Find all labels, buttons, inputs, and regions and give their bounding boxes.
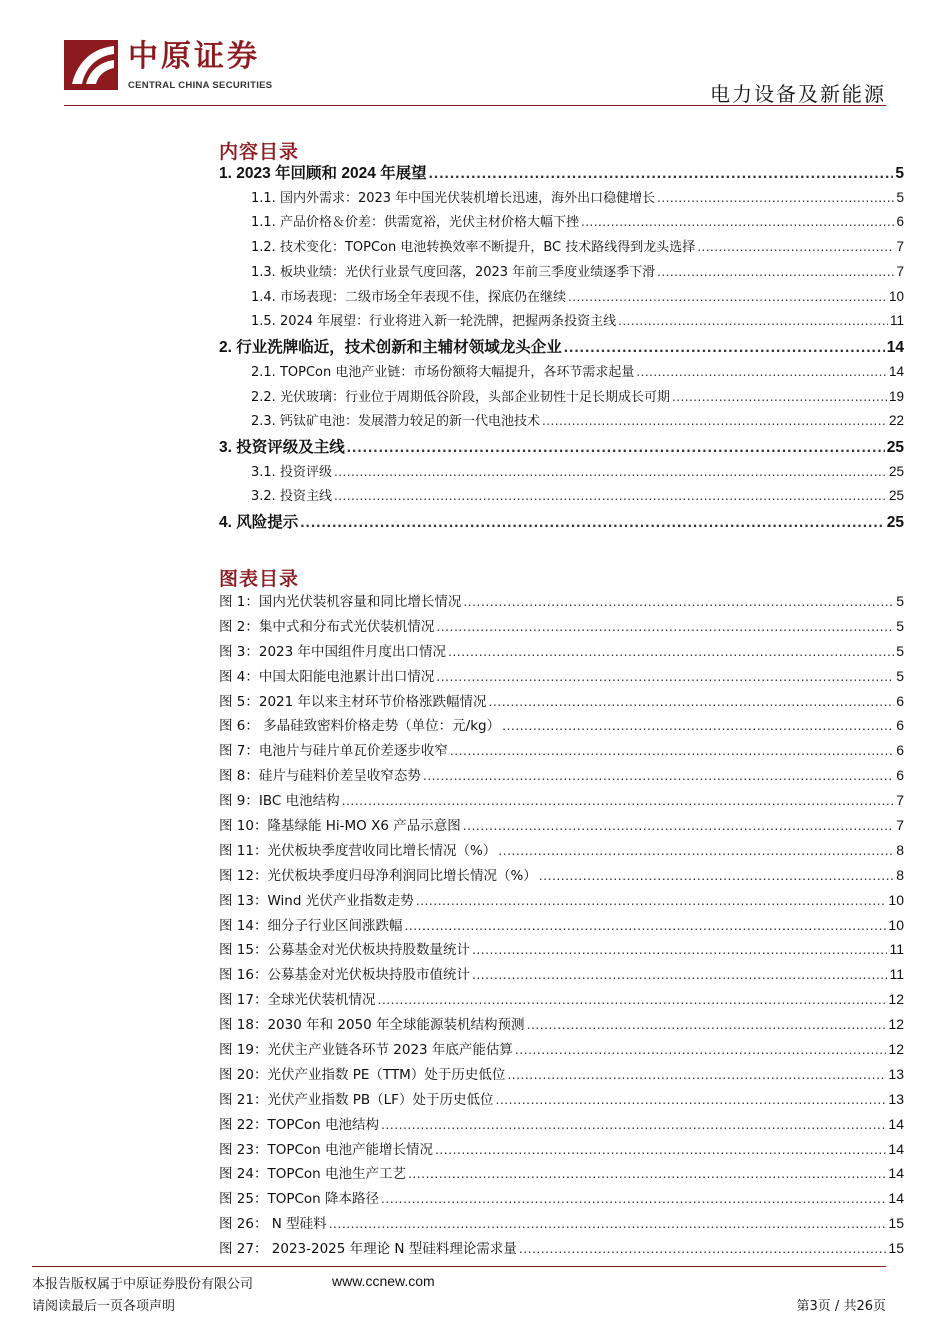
figure-entry[interactable] bbox=[219, 665, 904, 690]
dot-leader bbox=[495, 1091, 886, 1107]
dot-leader bbox=[342, 792, 895, 808]
figure-entry[interactable] bbox=[219, 839, 904, 864]
entry-page-number: 25 bbox=[886, 439, 904, 457]
figure-entry[interactable] bbox=[219, 889, 904, 914]
dot-leader bbox=[502, 717, 894, 733]
entry-page-number: 22 bbox=[888, 413, 904, 429]
entry-page-number: 8 bbox=[896, 866, 904, 883]
company-name-en: CENTRAL CHINA SECURITIES bbox=[128, 80, 273, 91]
dot-leader bbox=[657, 190, 894, 205]
entry-page-number: 6 bbox=[896, 742, 904, 759]
figure-entry[interactable] bbox=[219, 1113, 904, 1138]
toc-entry[interactable] bbox=[219, 510, 904, 536]
entry-title: 3.2. 投资主线 bbox=[251, 489, 332, 505]
entry-page-number: 25 bbox=[888, 463, 904, 479]
page-header bbox=[0, 0, 950, 112]
dot-leader bbox=[448, 643, 894, 659]
dot-leader bbox=[347, 439, 885, 457]
figure-entry[interactable] bbox=[219, 739, 904, 764]
entry-title: 图 25：TOPCon 降本路径 bbox=[219, 1191, 380, 1208]
entry-page-number: 15 bbox=[888, 1215, 904, 1232]
entry-title: 3.1. 投资评级 bbox=[251, 464, 332, 480]
dot-leader bbox=[581, 214, 895, 229]
figure-entry[interactable] bbox=[219, 864, 904, 889]
entry-page-number: 5 bbox=[896, 642, 904, 659]
dot-leader bbox=[334, 488, 887, 503]
entry-page-number: 10 bbox=[888, 288, 904, 304]
dot-leader bbox=[527, 1016, 887, 1032]
figure-entry[interactable] bbox=[219, 764, 904, 789]
figure-entry[interactable] bbox=[219, 1088, 904, 1113]
entry-title: 图 12：光伏板块季度归母净利润同比增长情况（%） bbox=[219, 867, 537, 884]
toc-entry[interactable] bbox=[219, 286, 904, 311]
dot-leader bbox=[498, 842, 894, 858]
figure-entry[interactable] bbox=[219, 914, 904, 939]
dot-leader bbox=[450, 742, 894, 758]
entry-title: 1. 2023 年回顾和 2024 年展望 bbox=[219, 165, 427, 182]
entry-page-number: 6 bbox=[896, 214, 904, 230]
entry-title: 图 22：TOPCon 电池结构 bbox=[219, 1116, 380, 1133]
entry-title: 图 27： 2023-2025 年理论 N 型硅料理论需求量 bbox=[219, 1241, 517, 1258]
entry-title: 1.4. 市场表现：二级市场全年表现不佳，探底仍在继续 bbox=[251, 289, 566, 305]
entry-page-number: 14 bbox=[888, 1140, 904, 1157]
entry-page-number: 10 bbox=[888, 916, 904, 933]
entry-page-number: 11 bbox=[889, 941, 904, 958]
entry-page-number: 6 bbox=[896, 692, 904, 709]
entry-page-number: 6 bbox=[896, 767, 904, 784]
figure-entry[interactable] bbox=[219, 1187, 904, 1212]
entry-title: 图 13：Wind 光伏产业指数走势 bbox=[219, 892, 414, 909]
entry-page-number: 14 bbox=[888, 1190, 904, 1207]
dot-leader bbox=[672, 389, 887, 404]
sector-label: 电力设备及新能源 bbox=[710, 82, 886, 106]
entry-page-number: 7 bbox=[896, 792, 904, 809]
toc-entry[interactable] bbox=[219, 236, 904, 261]
entry-title: 图 18：2030 年和 2050 年全球能源装机结构预测 bbox=[219, 1017, 525, 1034]
dot-leader bbox=[463, 593, 894, 609]
entry-title: 图 8：硅片与硅料价差呈收窄态势 bbox=[219, 768, 421, 785]
entry-page-number: 7 bbox=[896, 263, 904, 279]
dot-leader bbox=[519, 1240, 887, 1256]
figure-entry[interactable] bbox=[219, 1038, 904, 1063]
entry-title: 图 23：TOPCon 电池产能增长情况 bbox=[219, 1141, 434, 1158]
figure-entry[interactable] bbox=[219, 963, 904, 988]
entry-page-number: 8 bbox=[896, 841, 904, 858]
dot-leader bbox=[436, 668, 894, 684]
figure-entry[interactable] bbox=[219, 1138, 904, 1163]
entry-title: 1.1. 国内外需求：2023 年中国光伏装机增长迅速，海外出口稳健增长 bbox=[251, 190, 656, 206]
figure-entry[interactable] bbox=[219, 1212, 904, 1237]
entry-title: 图 3：2023 年中国组件月度出口情况 bbox=[219, 643, 447, 660]
dot-leader bbox=[334, 464, 887, 479]
dot-leader bbox=[515, 1041, 887, 1057]
dot-leader bbox=[423, 767, 894, 783]
disclaimer-text: 请阅读最后一页各项声明 bbox=[32, 1299, 176, 1314]
figure-entry[interactable] bbox=[219, 615, 904, 640]
entry-page-number: 7 bbox=[896, 817, 904, 834]
entry-title: 1.1. 产品价格＆价差：供需宽裕，光伏主材价格大幅下挫 bbox=[251, 215, 579, 231]
entry-title: 图 1：国内光伏装机容量和同比增长情况 bbox=[219, 594, 462, 610]
figure-entry[interactable] bbox=[219, 1013, 904, 1038]
figure-entry[interactable] bbox=[219, 789, 904, 814]
toc-entry[interactable] bbox=[219, 461, 904, 486]
toc-entry[interactable] bbox=[219, 410, 904, 435]
entry-title: 图 19：光伏主产业链各环节 2023 年底产能估算 bbox=[219, 1042, 513, 1059]
entry-title: 2.3. 钙钛矿电池：发展潜力较足的新一代电池技术 bbox=[251, 414, 540, 430]
entry-title: 图 6： 多晶硅致密料价格走势（单位：元/kg） bbox=[219, 718, 501, 735]
dot-leader bbox=[568, 289, 887, 304]
entry-page-number: 12 bbox=[888, 1041, 904, 1058]
entry-title: 1.5. 2024 年展望：行业将进入新一轮洗牌，把握两条投资主线 bbox=[251, 314, 617, 330]
entry-title: 图 7：电池片与硅片单瓦价差逐步收窄 bbox=[219, 743, 448, 760]
figure-entry[interactable] bbox=[219, 640, 904, 665]
entry-title: 图 15：公募基金对光伏板块持股数量统计 bbox=[219, 942, 470, 959]
entry-page-number: 5 bbox=[896, 617, 904, 634]
contents-list bbox=[219, 161, 904, 536]
dot-leader bbox=[542, 413, 887, 428]
company-logo-icon bbox=[64, 40, 118, 90]
dot-leader bbox=[300, 514, 885, 532]
website-link[interactable]: www.ccnew.com bbox=[332, 1273, 435, 1289]
dot-leader bbox=[507, 1066, 886, 1082]
dot-leader bbox=[472, 941, 887, 957]
entry-title: 图 14：细分子行业区间涨跌幅 bbox=[219, 917, 403, 934]
entry-title: 1.3. 板块业绩：光伏行业景气度回落，2023 年前三季度业绩逐季下滑 bbox=[251, 264, 656, 280]
entry-page-number: 13 bbox=[888, 1065, 904, 1082]
toc-entry[interactable] bbox=[219, 161, 904, 187]
toc-entry[interactable] bbox=[219, 187, 904, 212]
company-logo bbox=[64, 34, 304, 98]
entry-title: 图 21：光伏产业指数 PB（LF）处于历史低位 bbox=[219, 1091, 494, 1108]
dot-leader bbox=[408, 1165, 886, 1181]
header-divider bbox=[64, 105, 886, 106]
entry-page-number: 5 bbox=[896, 189, 904, 205]
entry-page-number: 12 bbox=[888, 991, 904, 1008]
dot-leader bbox=[489, 693, 895, 709]
dot-leader bbox=[472, 966, 887, 982]
contents-title: 内容目录 bbox=[219, 141, 300, 163]
figure-entry[interactable] bbox=[219, 938, 904, 963]
dot-leader bbox=[377, 991, 886, 1007]
page-number: 第3页 / 共26页 bbox=[796, 1299, 886, 1314]
entry-page-number: 14 bbox=[888, 1115, 904, 1132]
toc-entry[interactable] bbox=[219, 485, 904, 510]
entry-page-number: 15 bbox=[888, 1240, 904, 1257]
entry-title: 图 11：光伏板块季度营收同比增长情况（%） bbox=[219, 842, 497, 859]
dot-leader bbox=[416, 892, 887, 908]
entry-title: 图 5：2021 年以来主材环节价格涨跌幅情况 bbox=[219, 693, 487, 710]
entry-page-number: 5 bbox=[896, 667, 904, 684]
toc-entry[interactable] bbox=[219, 261, 904, 286]
dot-leader bbox=[618, 313, 888, 328]
entry-title: 图 10：隆基绿能 Hi-MO X6 产品示意图 bbox=[219, 818, 461, 835]
dot-leader bbox=[381, 1190, 886, 1206]
figure-entry[interactable] bbox=[219, 1237, 904, 1262]
entry-title: 3. 投资评级及主线 bbox=[219, 439, 345, 457]
toc-entry[interactable] bbox=[219, 335, 904, 361]
entry-title: 2.2. 光伏玻璃：行业位于周期低谷阶段，头部企业韧性十足长期成长可期 bbox=[251, 389, 670, 405]
figure-entry[interactable] bbox=[219, 1162, 904, 1187]
entry-page-number: 7 bbox=[896, 239, 904, 255]
toc-entry[interactable] bbox=[219, 361, 904, 386]
figures-title: 图表目录 bbox=[219, 568, 300, 590]
dot-leader bbox=[636, 364, 887, 379]
page-footer bbox=[32, 1267, 886, 1337]
figure-entry[interactable] bbox=[219, 714, 904, 739]
entry-page-number: 11 bbox=[889, 966, 904, 983]
figure-entry[interactable] bbox=[219, 988, 904, 1013]
entry-title: 1.2. 技术变化：TOPCon 电池转换效率不断提升，BC 技术路线得到龙头选择 bbox=[251, 240, 696, 256]
dot-leader bbox=[429, 165, 894, 183]
figure-entry[interactable] bbox=[219, 1063, 904, 1088]
entry-title: 2.1. TOPCon 电池产业链：市场份额将大幅提升，各环节需求起量 bbox=[251, 364, 635, 380]
entry-page-number: 10 bbox=[888, 891, 904, 908]
figure-entry[interactable] bbox=[219, 814, 904, 839]
entry-page-number: 14 bbox=[888, 363, 904, 379]
entry-page-number: 6 bbox=[896, 717, 904, 734]
entry-page-number: 11 bbox=[889, 313, 904, 329]
company-name-cn: 中原证券 bbox=[128, 39, 260, 74]
entry-title: 2. 行业洗牌临近，技术创新和主辅材领域龙头企业 bbox=[219, 339, 562, 357]
entry-page-number: 5 bbox=[895, 165, 904, 182]
dot-leader bbox=[697, 239, 894, 254]
figure-entry[interactable] bbox=[219, 590, 904, 615]
entry-page-number: 19 bbox=[888, 388, 904, 404]
toc-entry[interactable] bbox=[219, 310, 904, 335]
dot-leader bbox=[381, 1116, 886, 1132]
dot-leader bbox=[404, 917, 886, 933]
entry-title: 4. 风险提示 bbox=[219, 514, 299, 532]
dot-leader bbox=[329, 1215, 887, 1231]
entry-page-number: 5 bbox=[896, 593, 904, 609]
entry-title: 图 20：光伏产业指数 PE（TTM）处于历史低位 bbox=[219, 1066, 506, 1083]
figure-entry[interactable] bbox=[219, 690, 904, 715]
entry-title: 图 26： N 型硅料 bbox=[219, 1216, 327, 1233]
entry-title: 图 24：TOPCon 电池生产工艺 bbox=[219, 1166, 407, 1183]
entry-title: 图 16：公募基金对光伏板块持股市值统计 bbox=[219, 967, 470, 984]
entry-title: 图 2：集中式和分布式光伏装机情况 bbox=[219, 618, 435, 635]
figures-list bbox=[219, 590, 904, 1262]
entry-page-number: 14 bbox=[888, 1165, 904, 1182]
dot-leader bbox=[463, 817, 894, 833]
dot-leader bbox=[539, 867, 894, 883]
dot-leader bbox=[564, 339, 885, 357]
entry-title: 图 9：IBC 电池结构 bbox=[219, 793, 340, 810]
entry-page-number: 25 bbox=[886, 514, 904, 532]
entry-page-number: 14 bbox=[886, 339, 904, 357]
copyright-text: 本报告版权属于中原证券股份有限公司 bbox=[32, 1277, 254, 1292]
entry-title: 图 4：中国太阳能电池累计出口情况 bbox=[219, 668, 435, 685]
toc-entry[interactable] bbox=[219, 211, 904, 236]
dot-leader bbox=[436, 618, 894, 634]
dot-leader bbox=[657, 264, 894, 279]
entry-title: 图 17：全球光伏装机情况 bbox=[219, 992, 376, 1009]
entry-page-number: 12 bbox=[888, 1016, 904, 1033]
toc-entry[interactable] bbox=[219, 386, 904, 411]
entry-page-number: 25 bbox=[888, 488, 904, 504]
entry-page-number: 13 bbox=[888, 1090, 904, 1107]
dot-leader bbox=[435, 1141, 886, 1157]
toc-entry[interactable] bbox=[219, 435, 904, 461]
